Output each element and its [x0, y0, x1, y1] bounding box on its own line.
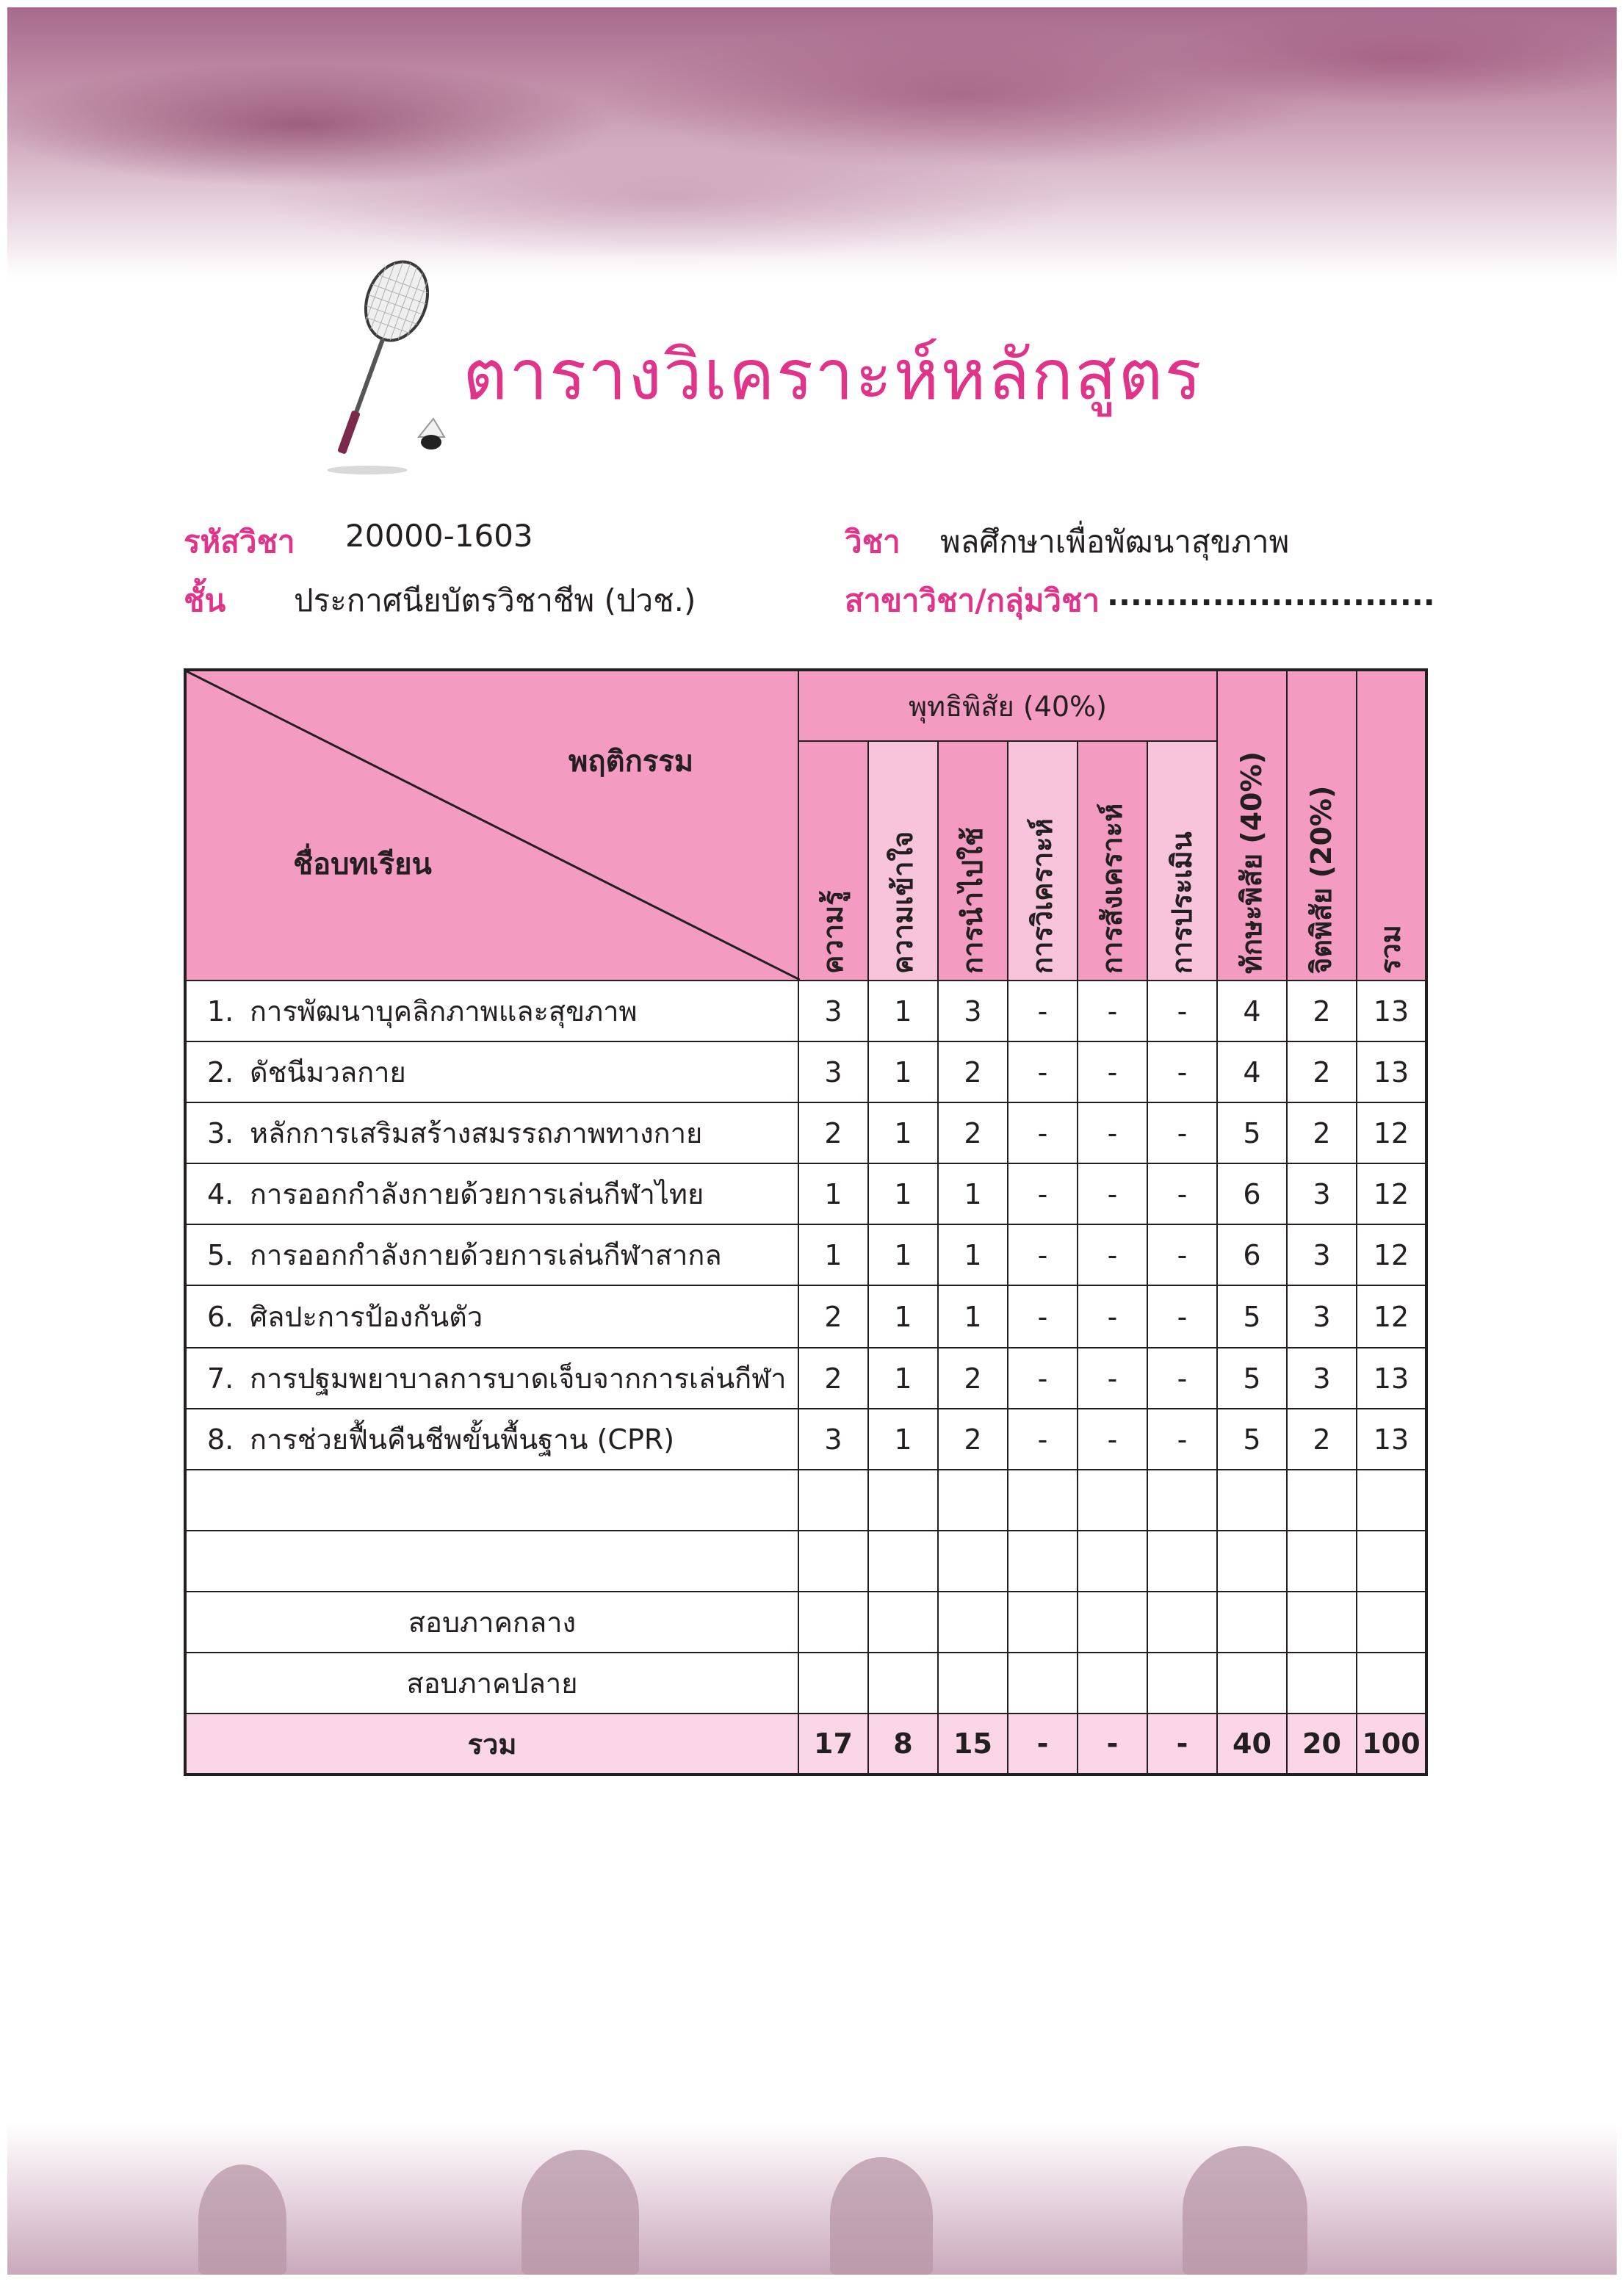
score-cell: 2: [938, 1409, 1008, 1470]
lesson-row: [185, 1348, 1426, 1409]
score-cell: -: [1078, 981, 1147, 1041]
col-header-application: [938, 741, 1008, 981]
total-cell: 15: [938, 1714, 1008, 1774]
score-cell: 1: [868, 1285, 938, 1348]
score-cell: -: [1008, 1163, 1078, 1224]
page-title: ตารางวิเคราะห์หลักสูตร: [463, 336, 1203, 416]
lesson-number: 6.: [207, 1301, 234, 1333]
lesson-name: การปฐมพยาบาลการบาดเจ็บจากการเล่นกีฬา: [250, 1362, 787, 1395]
score-cell: 2: [1287, 1102, 1357, 1163]
score-cell: 6: [1217, 1224, 1287, 1285]
col-label-affective: จิตพิสัย (20%): [1304, 785, 1338, 974]
score-cell: -: [1008, 1285, 1078, 1348]
midterm-label: สอบภาคกลาง: [185, 1592, 798, 1653]
total-cell: 20: [1287, 1714, 1357, 1774]
lesson-row: [185, 1102, 1426, 1163]
score-cell: 6: [1217, 1163, 1287, 1224]
curriculum-analysis-table: [184, 668, 1428, 1776]
empty-row: [185, 1470, 1426, 1531]
score-cell: 13: [1357, 1348, 1426, 1409]
bottom-silhouette-banner: [7, 2123, 1617, 2275]
lesson-row: [185, 1041, 1426, 1102]
lesson-number: 3.: [207, 1117, 234, 1149]
score-cell: 4: [1217, 1041, 1287, 1102]
score-cell: -: [1078, 1163, 1147, 1224]
score-cell: 13: [1357, 981, 1426, 1041]
lesson-name-cell: [185, 1285, 798, 1348]
lesson-name-cell: [185, 1224, 798, 1285]
col-header-comprehension: [868, 741, 938, 981]
lesson-row: [185, 1163, 1426, 1224]
score-cell: -: [1147, 1409, 1217, 1470]
score-cell: 3: [1287, 1285, 1357, 1348]
score-cell: 3: [798, 1041, 868, 1102]
col-header-psychomotor: [1217, 670, 1287, 981]
score-cell: -: [1008, 1041, 1078, 1102]
col-header-total: [1357, 670, 1426, 981]
lesson-name: การออกกำลังกายด้วยการเล่นกีฬาไทย: [250, 1178, 704, 1210]
lesson-name: การช่วยฟื้นคืนชีพขั้นพื้นฐาน (CPR): [250, 1423, 675, 1456]
lesson-name: การพัฒนาบุคลิกภาพและสุขภาพ: [250, 995, 638, 1028]
score-cell: -: [1078, 1409, 1147, 1470]
score-cell: 1: [798, 1163, 868, 1224]
score-cell: 1: [938, 1285, 1008, 1348]
score-cell: 5: [1217, 1102, 1287, 1163]
top-cloud-banner: [7, 7, 1617, 279]
total-cell: 40: [1217, 1714, 1287, 1774]
score-cell: 3: [798, 1409, 868, 1470]
score-cell: 1: [868, 981, 938, 1041]
lesson-name-cell: [185, 1348, 798, 1409]
athlete-silhouette: [830, 2157, 933, 2275]
col-label-synthesis: การสังเคราะห์: [1095, 803, 1128, 974]
total-cell: -: [1008, 1714, 1078, 1774]
score-cell: 2: [938, 1348, 1008, 1409]
score-cell: 12: [1357, 1285, 1426, 1348]
col-header-analysis: [1008, 741, 1078, 981]
lesson-row: [185, 1224, 1426, 1285]
empty-row: [185, 1531, 1426, 1592]
subject-label: วิชา: [845, 524, 901, 560]
score-cell: -: [1008, 981, 1078, 1041]
lesson-name: หลักการเสริมสร้างสมรรถภาพทางกาย: [250, 1117, 703, 1149]
score-cell: 3: [938, 981, 1008, 1041]
score-cell: -: [1008, 1102, 1078, 1163]
final-row: [185, 1653, 1426, 1714]
score-cell: -: [1147, 1285, 1217, 1348]
lesson-name-header: ชื่อบทเรียน: [293, 848, 432, 881]
score-cell: 3: [1287, 1348, 1357, 1409]
total-label: รวม: [185, 1714, 798, 1774]
score-cell: -: [1008, 1348, 1078, 1409]
col-header-evaluation: [1147, 741, 1217, 981]
score-cell: 1: [798, 1224, 868, 1285]
score-cell: 1: [938, 1163, 1008, 1224]
cognitive-group-header: พุทธิพิสัย (40%): [798, 670, 1217, 741]
col-label-total: รวม: [1374, 925, 1407, 974]
col-label-analysis: การวิเคราะห์: [1025, 817, 1058, 974]
score-cell: 2: [1287, 1409, 1357, 1470]
score-cell: -: [1008, 1409, 1078, 1470]
score-cell: 2: [938, 1102, 1008, 1163]
score-cell: -: [1147, 1348, 1217, 1409]
score-cell: 12: [1357, 1163, 1426, 1224]
subject-value: พลศึกษาเพื่อพัฒนาสุขภาพ: [940, 524, 1290, 560]
score-cell: -: [1078, 1285, 1147, 1348]
score-cell: 1: [868, 1348, 938, 1409]
score-cell: 1: [938, 1224, 1008, 1285]
score-cell: -: [1147, 1163, 1217, 1224]
score-cell: 1: [868, 1102, 938, 1163]
lesson-number: 5.: [207, 1239, 234, 1271]
score-cell: 2: [1287, 1041, 1357, 1102]
behavior-header: พฤติกรรม: [569, 745, 694, 779]
lesson-rows: [185, 981, 1426, 1470]
score-cell: -: [1078, 1102, 1147, 1163]
col-header-synthesis: [1078, 741, 1147, 981]
score-cell: -: [1147, 1224, 1217, 1285]
score-cell: -: [1147, 1041, 1217, 1102]
score-cell: -: [1147, 1102, 1217, 1163]
score-cell: 13: [1357, 1409, 1426, 1470]
branch-label: สาขาวิชา/กลุ่มวิชา: [845, 582, 1100, 618]
lesson-number: 2.: [207, 1056, 234, 1088]
col-label-knowledge: ความรู้: [816, 890, 849, 974]
score-cell: 1: [868, 1224, 938, 1285]
score-cell: 1: [868, 1163, 938, 1224]
score-cell: 13: [1357, 1041, 1426, 1102]
total-cell: -: [1078, 1714, 1147, 1774]
course-code-value: 20000-1603: [345, 518, 533, 554]
score-cell: 4: [1217, 981, 1287, 1041]
score-cell: 5: [1217, 1348, 1287, 1409]
diagonal-line: [187, 671, 800, 980]
score-cell: 3: [1287, 1163, 1357, 1224]
score-cell: 2: [798, 1348, 868, 1409]
athlete-silhouette: [1183, 2146, 1307, 2275]
lesson-name: การออกกำลังกายด้วยการเล่นกีฬาสากล: [250, 1239, 722, 1271]
score-cell: -: [1008, 1224, 1078, 1285]
col-header-knowledge: [798, 741, 868, 981]
score-cell: 1: [868, 1409, 938, 1470]
lesson-name-cell: [185, 1102, 798, 1163]
score-cell: -: [1147, 981, 1217, 1041]
score-cell: 5: [1217, 1285, 1287, 1348]
total-cell: -: [1147, 1714, 1217, 1774]
score-cell: 2: [1287, 981, 1357, 1041]
lesson-row: [185, 1285, 1426, 1348]
score-cell: 5: [1217, 1409, 1287, 1470]
col-header-affective: [1287, 670, 1357, 981]
score-cell: 2: [938, 1041, 1008, 1102]
score-cell: 12: [1357, 1102, 1426, 1163]
lesson-number: 4.: [207, 1178, 234, 1210]
score-cell: 2: [798, 1102, 868, 1163]
badminton-racket-icon: [316, 250, 485, 485]
total-cell: 100: [1357, 1714, 1426, 1774]
score-cell: 1: [868, 1041, 938, 1102]
score-cell: 2: [798, 1285, 868, 1348]
lesson-name: ดัชนีมวลกาย: [250, 1056, 406, 1088]
score-cell: -: [1078, 1224, 1147, 1285]
lesson-name-cell: [185, 1409, 798, 1470]
lesson-number: 8.: [207, 1423, 234, 1456]
lesson-name: ศิลปะการป้องกันตัว: [250, 1301, 483, 1333]
header-diagonal-cell: [185, 670, 798, 981]
athlete-silhouette: [198, 2164, 286, 2275]
lesson-name-cell: [185, 1041, 798, 1102]
col-label-application: การนำไปใช้: [956, 826, 989, 974]
level-value: ประกาศนียบัตรวิชาชีพ (ปวช.): [294, 582, 696, 618]
lesson-number: 1.: [207, 995, 234, 1028]
score-cell: 3: [1287, 1224, 1357, 1285]
total-cell: 8: [868, 1714, 938, 1774]
score-cell: 3: [798, 981, 868, 1041]
lesson-name-cell: [185, 1163, 798, 1224]
score-cell: -: [1078, 1041, 1147, 1102]
lesson-row: [185, 1409, 1426, 1470]
col-label-comprehension: ความเข้าใจ: [886, 831, 919, 974]
score-cell: 12: [1357, 1224, 1426, 1285]
lesson-number: 7.: [207, 1362, 234, 1395]
level-label: ชั้น: [184, 582, 226, 618]
score-cell: -: [1078, 1348, 1147, 1409]
total-cell: 17: [798, 1714, 868, 1774]
total-row: [185, 1714, 1426, 1774]
col-label-psychomotor: ทักษะพิสัย (40%): [1235, 751, 1268, 974]
midterm-row: [185, 1592, 1426, 1653]
col-label-evaluation: การประเมิน: [1165, 831, 1198, 974]
branch-value: ............................: [1107, 577, 1435, 613]
lesson-row: [185, 981, 1426, 1041]
lesson-name-cell: [185, 981, 798, 1041]
course-code-label: รหัสวิชา: [184, 524, 295, 560]
final-label: สอบภาคปลาย: [185, 1653, 798, 1714]
athlete-silhouette: [522, 2150, 639, 2275]
